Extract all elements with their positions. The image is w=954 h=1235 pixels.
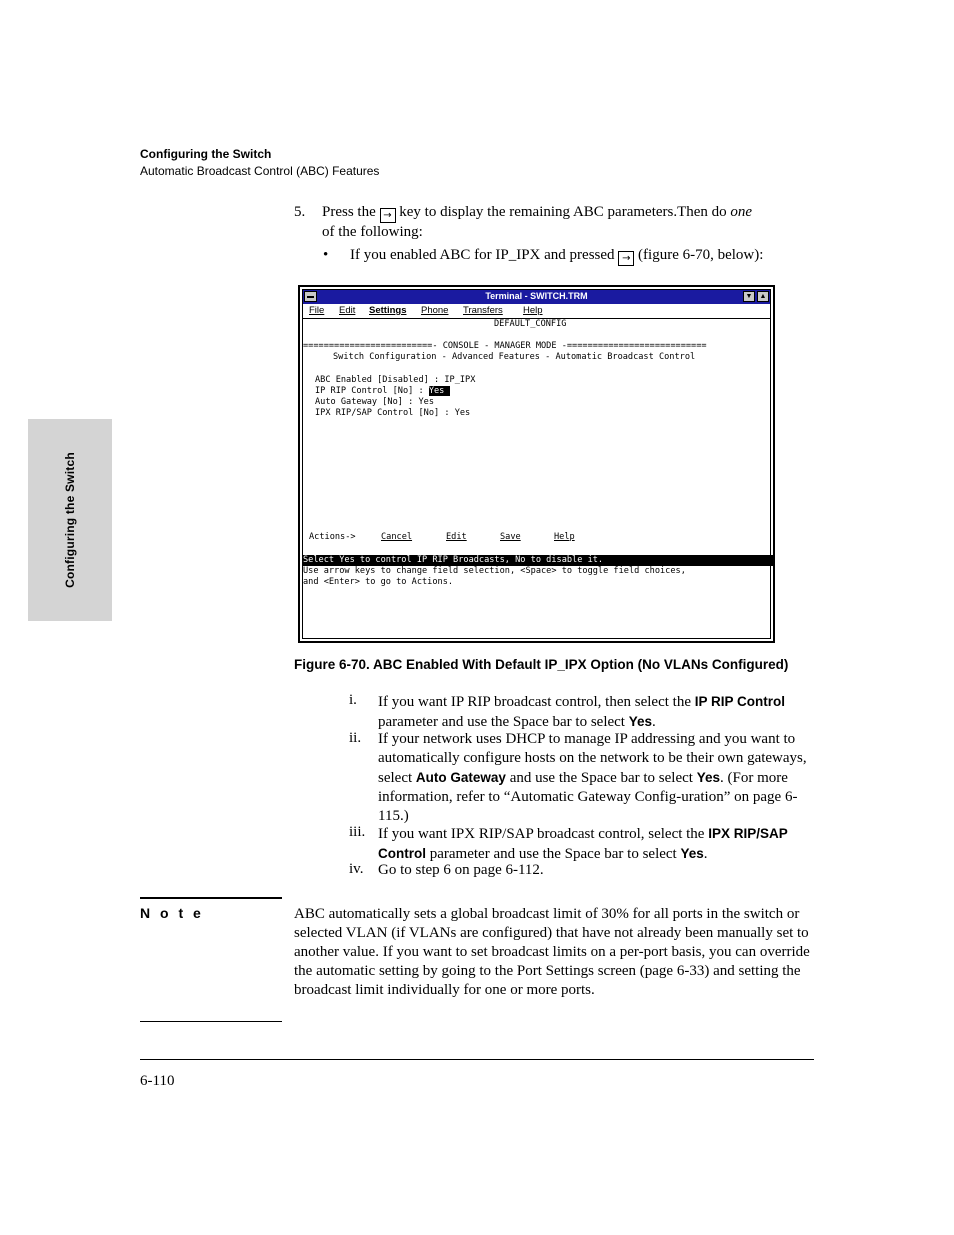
status-line: Select Yes to control IP RIP Broadcasts, No to disable it. (303, 555, 774, 566)
running-header-subtitle: Automatic Broadcast Control (ABC) Features (140, 164, 380, 178)
menu-help[interactable]: Help (523, 305, 543, 316)
menu-file[interactable]: File (309, 305, 325, 316)
right-arrow-key-icon: → (618, 251, 634, 266)
console-banner: =========================- CONSOLE - MANAGER MODE -=========================== (303, 341, 707, 351)
minimize-icon[interactable]: ▼ (743, 291, 755, 302)
note-text: ABC automatically sets a global broadcast limit of 30% for all ports in the switch or selected VLAN (if VLANs are configured) that have not already been manually set to another value. If you want to set broadcast limits on a per-port basis, you can override the automatic setting by going to the Port Settings screen (page 6-33) and setting the broadcast limit individually for one or more ports. (294, 906, 810, 998)
help-line-2: and <Enter> to go to Actions. (303, 577, 454, 587)
maximize-icon[interactable]: ▲ (757, 291, 769, 302)
terminal-window (298, 285, 775, 643)
item-i-number: i. (349, 692, 357, 708)
config-name: DEFAULT_CONFIG (494, 319, 567, 329)
item-iv-text: Go to step 6 on page 6-112. (378, 862, 544, 878)
page-number: 6-110 (140, 1073, 175, 1089)
item-ii-number: ii. (349, 730, 362, 746)
note-bottom-rule (140, 1021, 282, 1022)
action-cancel[interactable]: Cancel (381, 532, 413, 542)
footer-rule (140, 1059, 814, 1060)
screen-heading: Switch Configuration - Advanced Features - Automatic Broadcast Control (333, 352, 696, 362)
terminal-screen (303, 319, 770, 638)
menu-phone[interactable]: Phone (421, 305, 449, 316)
menu-settings[interactable]: Settings (369, 305, 407, 316)
terminal-title: Terminal - SWITCH.TRM (485, 291, 588, 301)
ipx-rip-sap-field[interactable]: IPX RIP/SAP Control [No] : Yes (315, 408, 471, 418)
item-iii-number: iii. (349, 824, 366, 840)
action-save[interactable]: Save (500, 532, 521, 542)
figure-caption: Figure 6-70. ABC Enabled With Default IP_IPX Option (No VLANs Configured) (294, 657, 789, 672)
help-line-1: Use arrow keys to change field selection, <Space> to toggle field choices, (303, 566, 686, 576)
bullet-marker: • (323, 247, 329, 263)
terminal-title-bar (303, 290, 770, 304)
ip-rip-control-field[interactable]: IP RIP Control [No] : Yes (315, 386, 450, 396)
side-tab-label: Configuring the Switch (63, 452, 77, 588)
bullet-text: If you enabled ABC for IP_IPX and pressed → (figure 6-70, below): (350, 247, 764, 264)
auto-gateway-field[interactable]: Auto Gateway [No] : Yes (315, 397, 434, 407)
note-label: N o t e (140, 905, 204, 921)
running-header-title: Configuring the Switch (140, 147, 272, 161)
actions-label: Actions-> (309, 532, 356, 542)
item-i-text: If you want IP RIP broadcast control, then select the IP RIP Control parameter and use the Space bar to select Yes. (378, 694, 785, 730)
item-iv-number: iv. (349, 861, 364, 877)
menu-edit[interactable]: Edit (339, 305, 356, 316)
abc-enabled-field[interactable]: ABC Enabled [Disabled] : IP_IPX (315, 375, 476, 385)
item-ii-text: If your network uses DHCP to manage IP addressing and you want to automatically configure hosts on the network to be their own gateways, select Auto Gateway and use the Space bar to select Yes. (For more information, refer to “Automatic Gateway Config-uration” on page 6-115.) (378, 731, 807, 824)
ip-rip-control-value[interactable]: Yes (428, 386, 450, 396)
note-top-rule (140, 897, 282, 899)
menu-transfers[interactable]: Transfers (463, 305, 503, 316)
step-number: 5. (294, 204, 306, 220)
terminal-menu-bar (303, 304, 770, 319)
step-5-text: Press the → key to display the remaining ABC parameters.Then do one of the following: (322, 204, 753, 240)
action-help[interactable]: Help (554, 532, 575, 542)
right-arrow-key-icon: → (380, 208, 396, 223)
action-edit[interactable]: Edit (446, 532, 467, 542)
item-iii-text: If you want IPX RIP/SAP broadcast control, select the IPX RIP/SAP Control parameter and use the Space bar to select Yes. (378, 826, 788, 862)
chapter-side-tab (28, 419, 112, 621)
